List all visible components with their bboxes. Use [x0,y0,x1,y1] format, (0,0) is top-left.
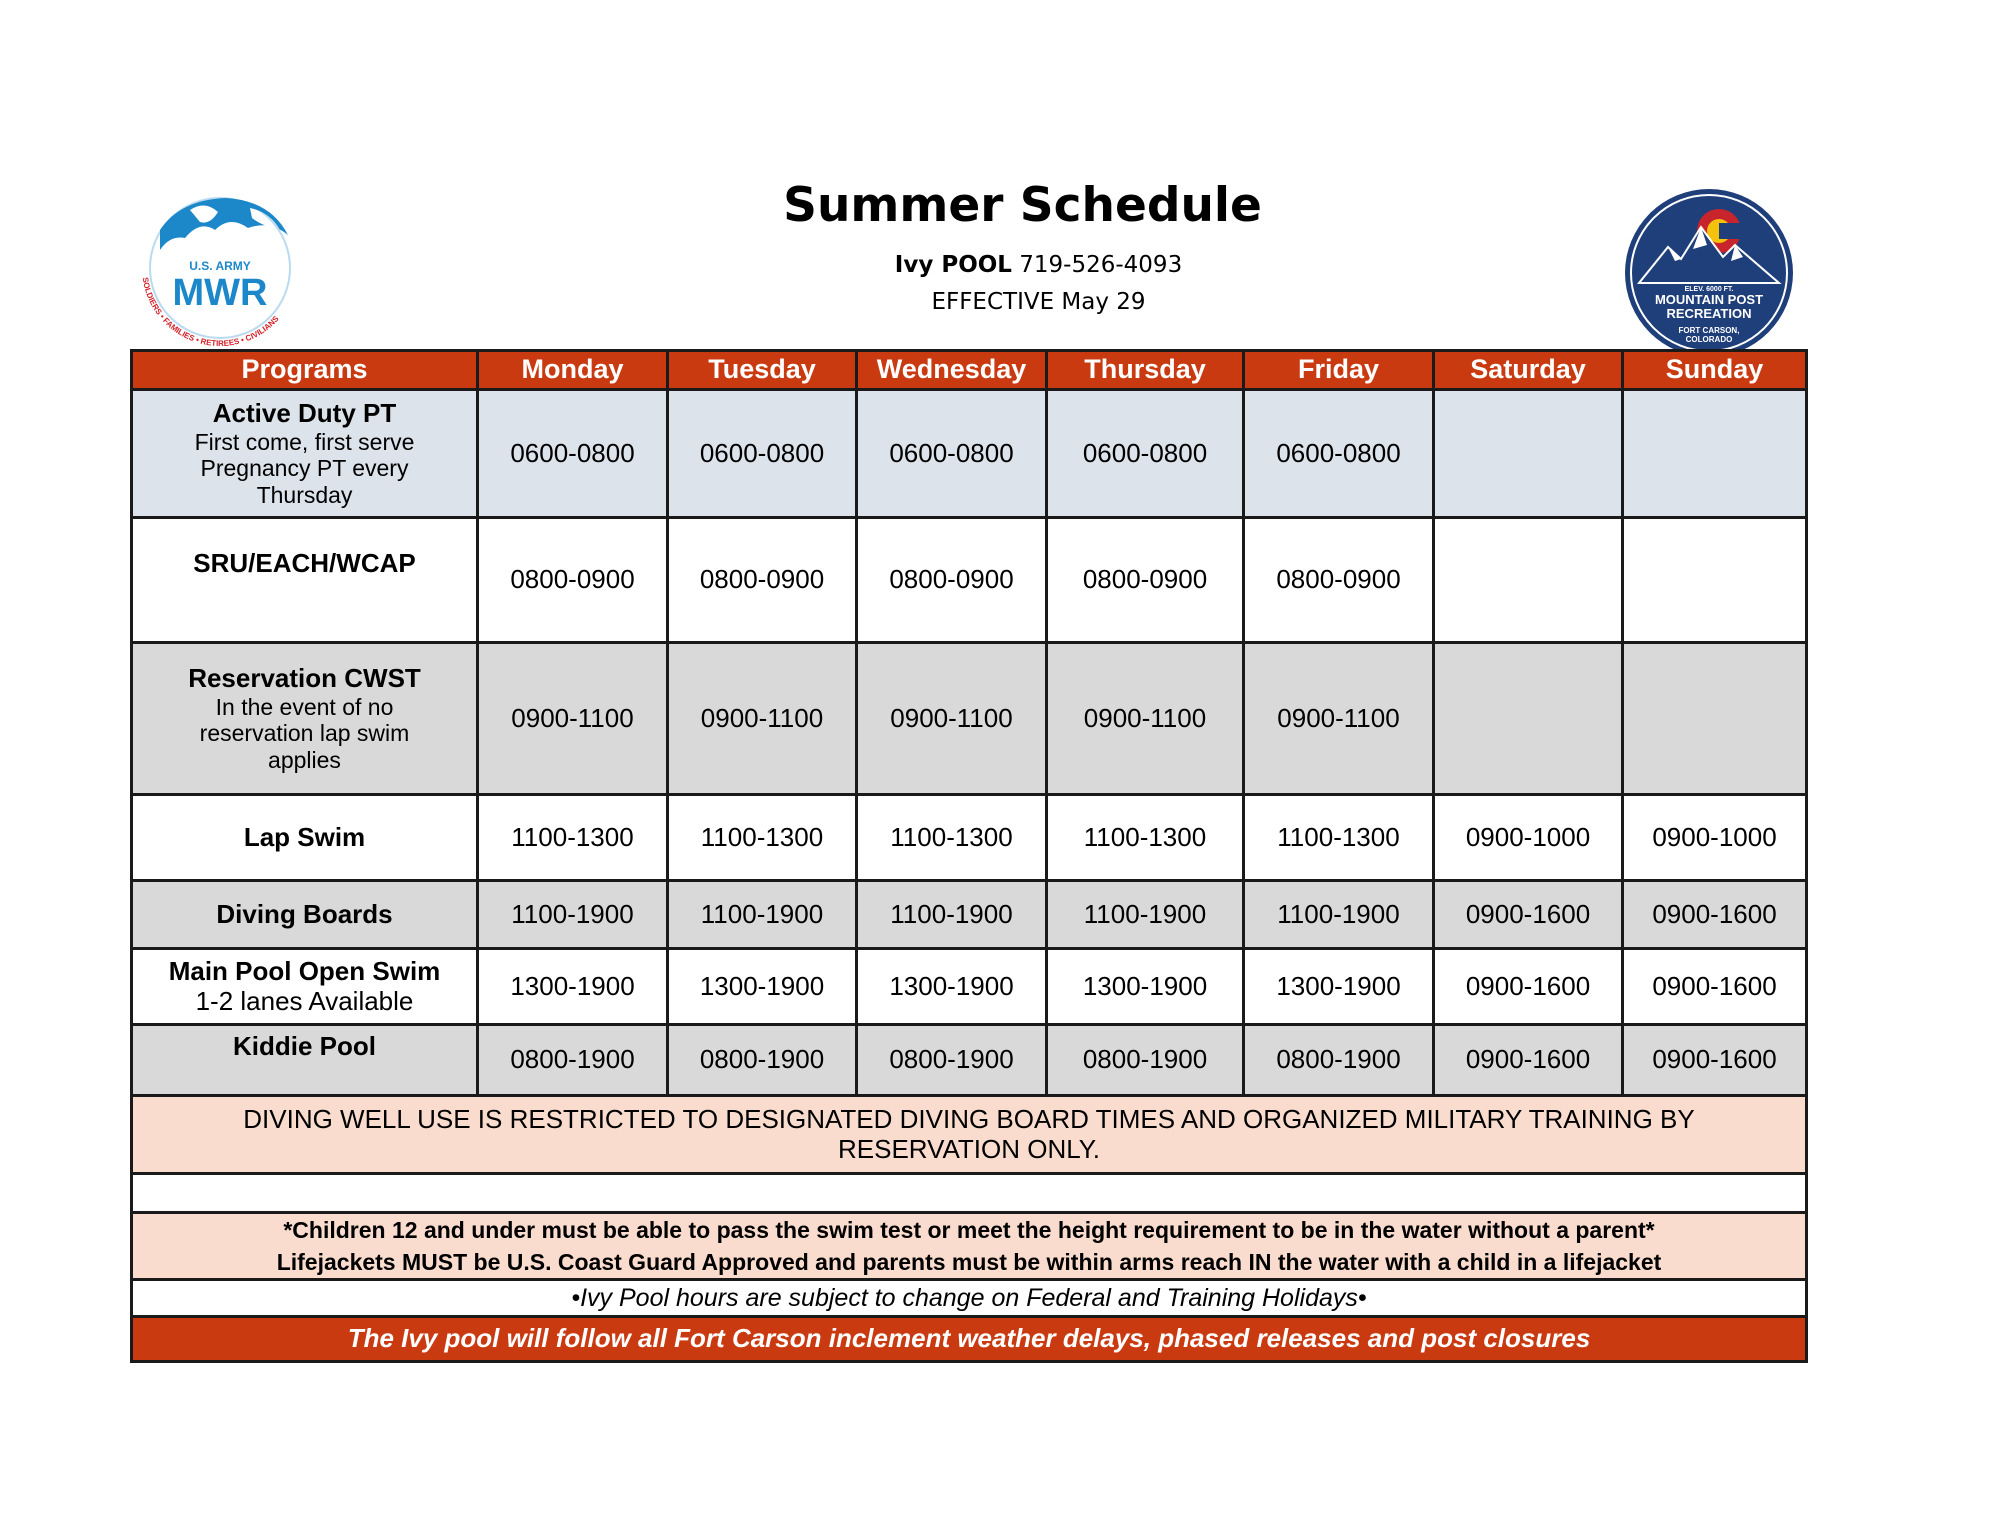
program-note: First come, first serve [194,428,415,455]
program-note: Pregnancy PT every [200,455,409,482]
time-cell: 0900-1000 [1434,795,1623,881]
time-cell: 0800-1900 [1047,1025,1244,1096]
table-row-sru [132,518,1807,643]
time-cell: 0600-0800 [478,390,668,518]
time-cell: 0900-1600 [1434,881,1623,949]
time-cell: 1300-1900 [1244,949,1434,1025]
program-name: Kiddie Pool [233,1031,376,1061]
time-cell: 1100-1900 [1047,881,1244,949]
col-header-programs: Programs [132,351,478,390]
col-header-friday: Friday [1244,351,1434,390]
time-cell: 0800-1900 [478,1025,668,1096]
time-cell: 0600-0800 [1047,390,1244,518]
logo-mwr-text: MWR [172,272,268,314]
time-cell [1434,518,1623,643]
program-note: In the event of no [215,693,394,720]
time-cell: 1300-1900 [857,949,1047,1025]
time-cell: 0900-1600 [1434,949,1623,1025]
blank-row [132,1174,1807,1213]
pool-name: Ivy POOL [894,252,1012,278]
program-cell [132,390,478,518]
time-cell: 1300-1900 [1047,949,1244,1025]
table-row-kiddie-pool [132,1025,1807,1096]
time-cell: 1100-1300 [1244,795,1434,881]
program-note: reservation lap swim [199,720,410,747]
time-cell: 1300-1900 [668,949,857,1025]
rules-notice [132,1213,1807,1280]
col-header-wednesday: Wednesday [857,351,1047,390]
col-header-thursday: Thursday [1047,351,1244,390]
program-cell [132,643,478,795]
time-cell: 0900-1600 [1623,949,1807,1025]
time-cell [1623,390,1807,518]
logo-elev-text: ELEV. 6000 FT. [1684,286,1734,293]
time-cell: 0800-0900 [668,518,857,643]
page-title: Summer Schedule [783,178,1262,233]
weather-notice: The Ivy pool will follow all Fort Carson inclement weather delays, phased releases and post closures [132,1317,1807,1362]
time-cell: 1100-1900 [478,881,668,949]
program-name: Lap Swim [243,821,366,852]
table-row-reservation-cwst [132,643,1807,795]
time-cell: 0900-1100 [668,643,857,795]
table-row-main-pool [132,949,1807,1025]
program-cell [132,518,478,643]
program-name: Reservation CWST [188,662,421,693]
col-header-monday: Monday [478,351,668,390]
program-name: SRU/EACH/WCAP [193,548,416,578]
time-cell [1623,518,1807,643]
program-cell [132,1025,478,1096]
time-cell: 1100-1300 [857,795,1047,881]
time-cell: 1100-1900 [857,881,1047,949]
time-cell: 0900-1600 [1623,1025,1807,1096]
time-cell: 1100-1300 [668,795,857,881]
time-cell: 0800-1900 [857,1025,1047,1096]
time-cell: 0600-0800 [1244,390,1434,518]
time-cell: 1100-1900 [1244,881,1434,949]
table-header-row [132,351,1807,390]
time-cell: 0900-1100 [1047,643,1244,795]
program-name: Main Pool Open Swim [168,955,441,986]
schedule-table [130,349,1808,1363]
diving-well-notice-row [132,1096,1807,1174]
effective-date: EFFECTIVE May 29 [931,289,1146,315]
holiday-notice: •Ivy Pool hours are subject to change on Federal and Training Holidays• [132,1280,1807,1317]
time-cell: 1100-1300 [478,795,668,881]
logo-line1-text: MOUNTAIN POST [1654,292,1764,307]
program-note: Thursday [256,481,353,508]
table-row-active-duty-pt [132,390,1807,518]
program-note: 1-2 lanes Available [195,985,414,1016]
blank-cell [132,1174,1807,1213]
program-name: Diving Boards [216,898,393,929]
table-row-diving-boards [132,881,1807,949]
col-header-tuesday: Tuesday [668,351,857,390]
program-note: applies [268,746,341,773]
holiday-notice-row [132,1280,1807,1317]
time-cell [1623,643,1807,795]
logo-line2-text: RECREATION [1666,306,1752,321]
program-name: Active Duty PT [212,397,397,428]
mountain-post-logo [1623,187,1795,359]
logo-army-text: U.S. ARMY [189,259,251,273]
pool-phone: 719-526-4093 [1019,252,1183,278]
logo-ring-path: SOLDIERS • FAMILIES • RETIREES • CIVILIANS [140,276,281,349]
time-cell: 0800-0900 [478,518,668,643]
time-cell: 1300-1900 [478,949,668,1025]
rules-notice-row [132,1213,1807,1280]
logo-line4-text: COLORADO [1685,335,1733,344]
time-cell: 0800-1900 [668,1025,857,1096]
program-cell [132,881,478,949]
time-cell: 0800-0900 [1047,518,1244,643]
time-cell: 0900-1600 [1623,881,1807,949]
table-row-lap-swim [132,795,1807,881]
time-cell: 0900-1000 [1623,795,1807,881]
program-cell [132,795,478,881]
time-cell [1434,390,1623,518]
weather-notice-row [132,1317,1807,1362]
col-header-sunday: Sunday [1623,351,1807,390]
time-cell: 0800-0900 [1244,518,1434,643]
col-header-saturday: Saturday [1434,351,1623,390]
time-cell: 0900-1600 [1434,1025,1623,1096]
program-cell [132,949,478,1025]
time-cell: 0800-1900 [1244,1025,1434,1096]
time-cell: 0600-0800 [668,390,857,518]
time-cell: 0800-0900 [857,518,1047,643]
time-cell: 0900-1100 [478,643,668,795]
diving-well-notice: DIVING WELL USE IS RESTRICTED TO DESIGNATED DIVING BOARD TIMES AND ORGANIZED MILITARY TRAINING BY RESERVATION ONLY. [132,1096,1807,1174]
time-cell: 1100-1300 [1047,795,1244,881]
lifejacket-notice: Lifejackets MUST be U.S. Coast Guard Approved and parents must be within arms reach IN the water with a child in a lifejacket [276,1249,1662,1276]
time-cell: 0900-1100 [1244,643,1434,795]
children-notice: *Children 12 and under must be able to pass the swim test or meet the height requirement to be in the water without a parent* [283,1217,1655,1243]
logo-line3-text: FORT CARSON, [1678,326,1740,335]
time-cell: 0600-0800 [857,390,1047,518]
time-cell: 0900-1100 [857,643,1047,795]
time-cell: 1100-1900 [668,881,857,949]
time-cell [1434,643,1623,795]
